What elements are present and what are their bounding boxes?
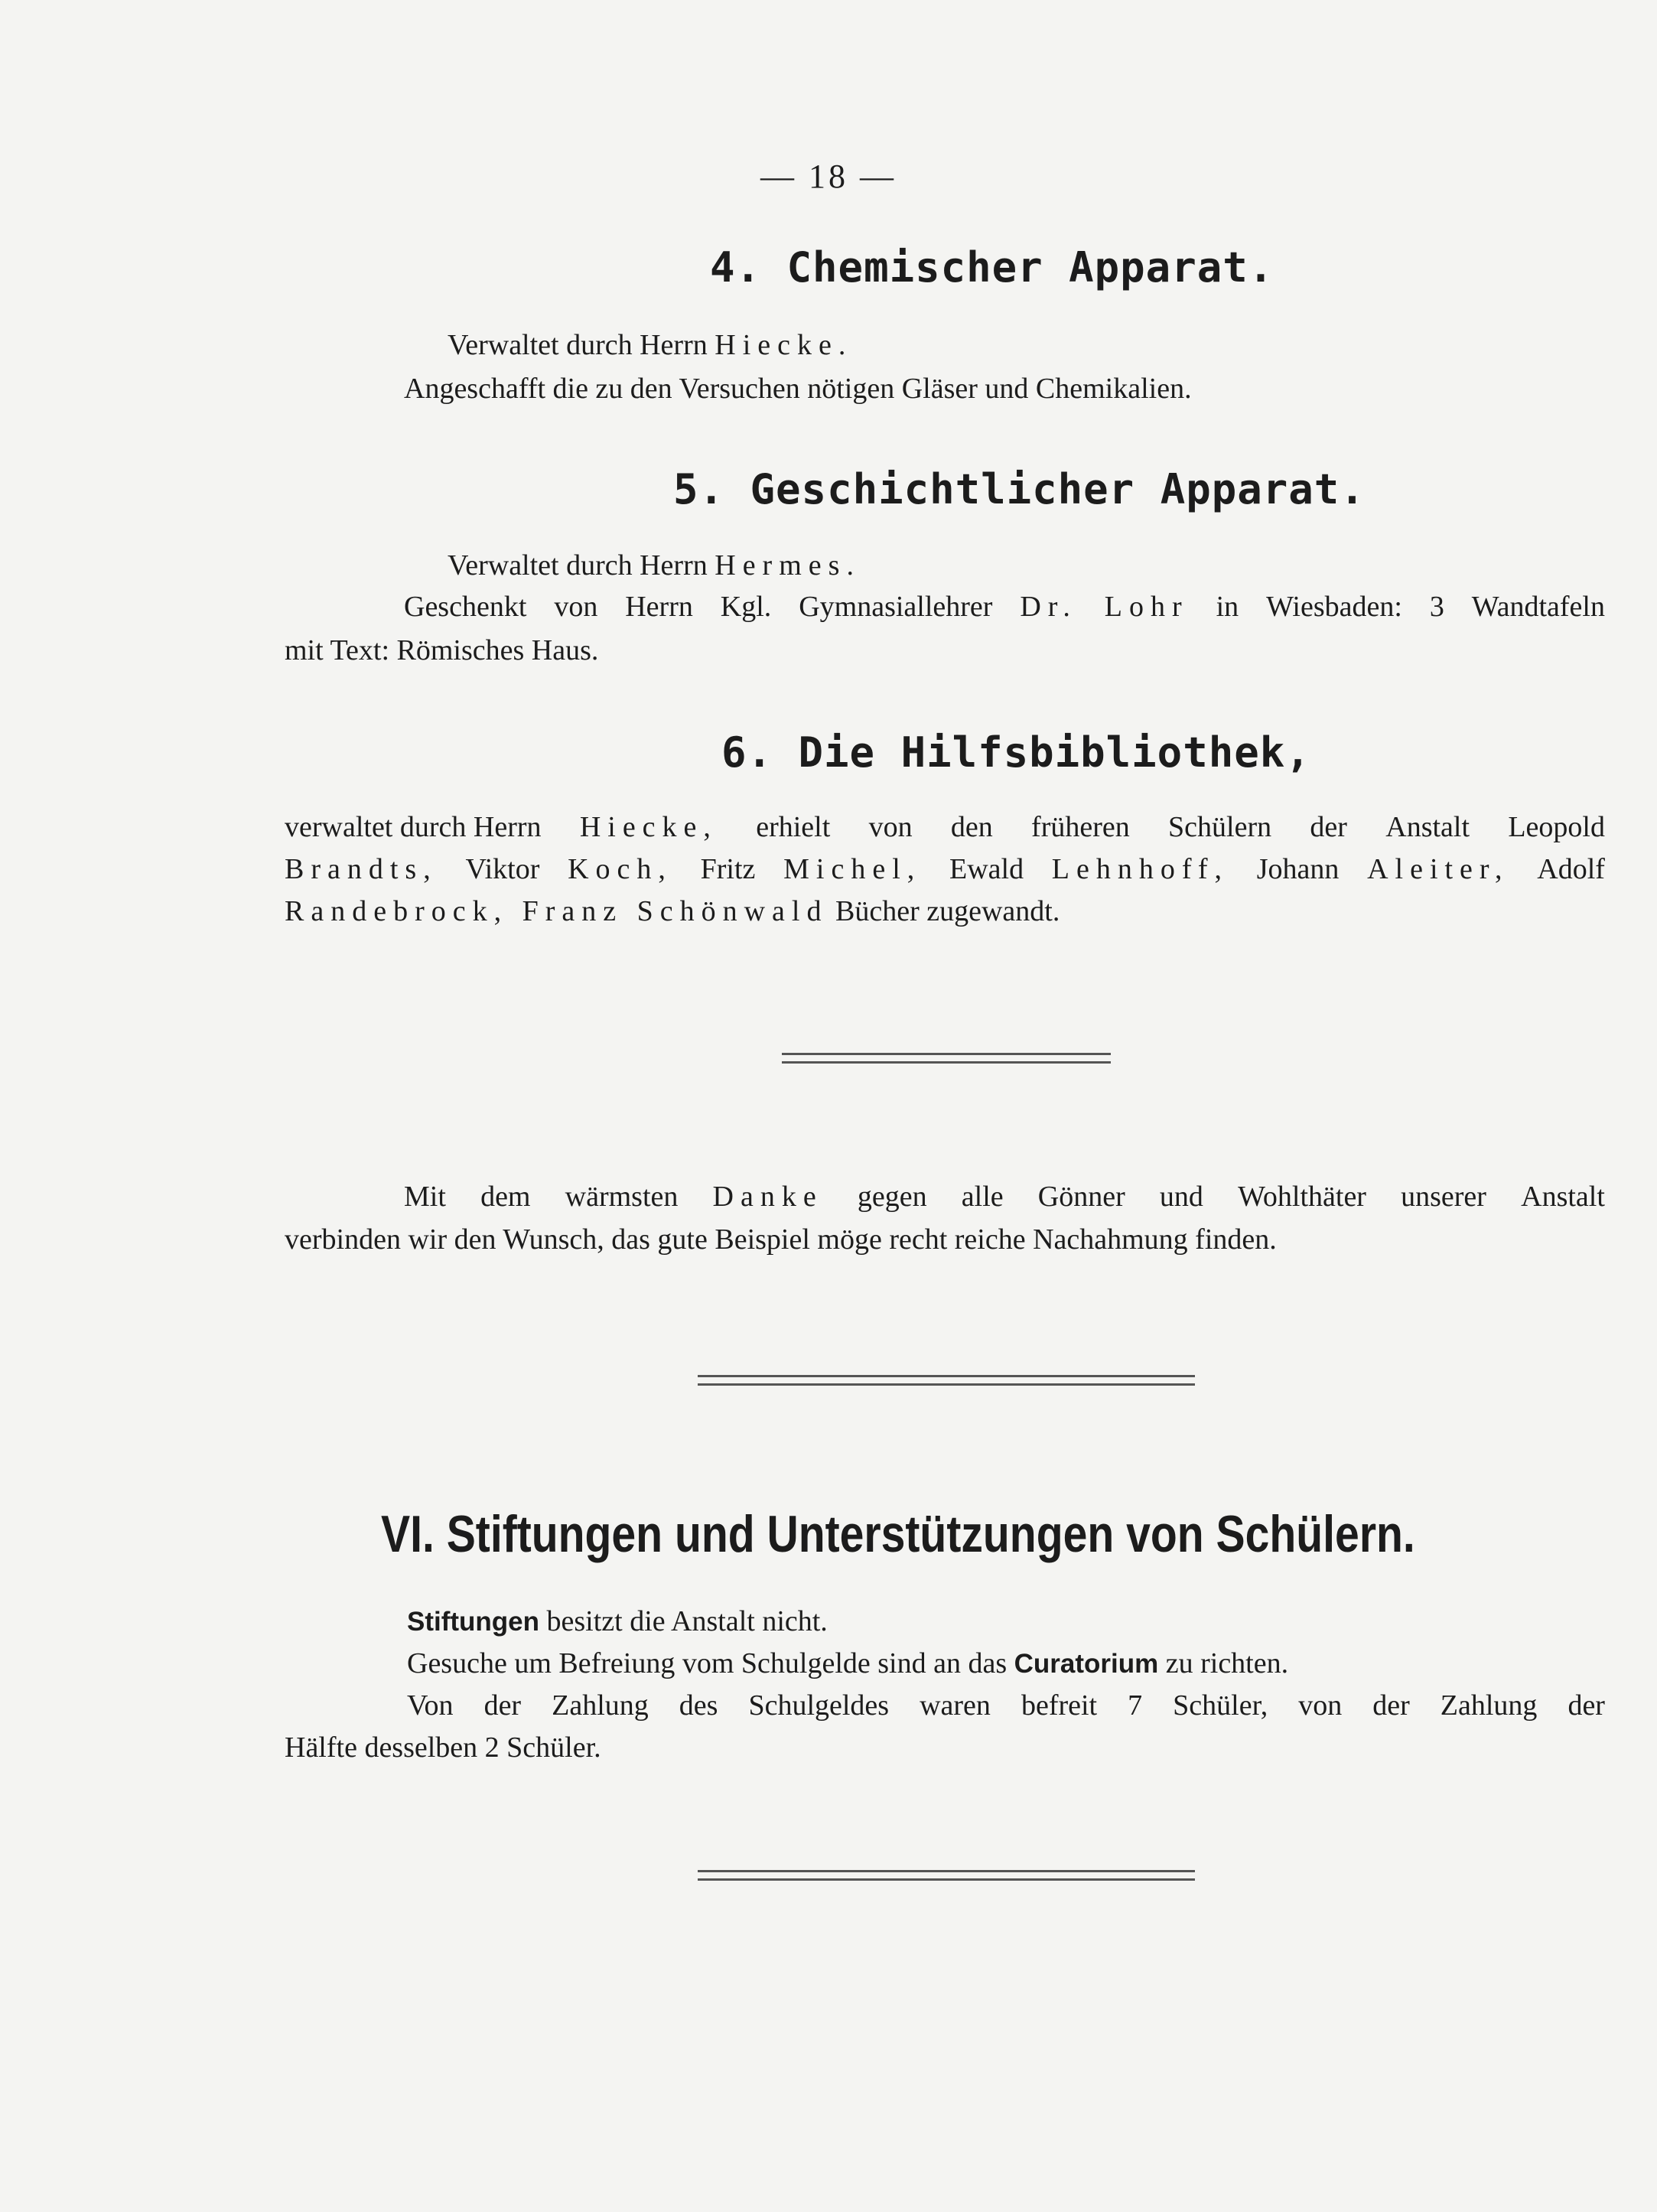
word: Kgl.	[720, 591, 772, 623]
section-5-gift-line	[404, 592, 1605, 621]
word: Gymnasiallehrer	[799, 591, 993, 623]
word: Herrn	[625, 591, 693, 623]
admin-suffix: .	[838, 329, 846, 361]
word: Johann	[1256, 853, 1340, 885]
word: Gönner	[1037, 1181, 1125, 1213]
word: Wandtafeln	[1471, 591, 1605, 623]
word: Adolf	[1537, 853, 1605, 885]
page-number: — 18 —	[760, 158, 897, 195]
line-end: Bücher zugewandt.	[828, 895, 1060, 927]
section-4-admin-line	[448, 331, 845, 360]
word: früheren	[1031, 811, 1130, 843]
word: waren	[920, 1689, 991, 1722]
admin-prefix: Verwaltet durch Herrn	[448, 329, 715, 361]
thanks-line-1	[404, 1182, 1605, 1211]
word: Danke	[712, 1181, 823, 1213]
word: Zahlung	[1440, 1689, 1538, 1722]
word: Koch,	[568, 853, 672, 885]
section-6-line-1	[285, 813, 1605, 842]
word: Schülern	[1168, 811, 1272, 843]
word: Von	[407, 1689, 454, 1722]
text: Gesuche um Befreiung vom Schulgelde sind an das	[407, 1647, 1014, 1679]
word: Geschenkt	[404, 591, 527, 623]
word: Michel,	[783, 853, 922, 885]
word: 3	[1429, 591, 1444, 623]
section-6-heading: 6. Die Hilfsbibliothek,	[721, 728, 1311, 777]
word: der	[1310, 811, 1347, 843]
word: den	[950, 811, 993, 843]
word: von	[868, 811, 913, 843]
word: Schüler,	[1173, 1689, 1268, 1722]
word: Brandts,	[285, 853, 438, 885]
word: der	[1567, 1689, 1605, 1722]
divider-rule	[698, 1375, 1195, 1386]
word: Anstalt	[1385, 811, 1470, 843]
divider-rule	[698, 1870, 1195, 1881]
word: wärmsten	[565, 1181, 679, 1213]
word: Schulgeldes	[748, 1689, 890, 1722]
admin-suffix: .	[846, 549, 854, 582]
word: alle	[961, 1181, 1004, 1213]
spaced-names: Randebrock, Franz Schönwald	[285, 895, 828, 927]
word: 7	[1128, 1689, 1143, 1722]
section-vi-para-3-line-2: Hälfte desselben 2 Schüler.	[285, 1731, 601, 1764]
section-5-admin-line	[448, 551, 854, 580]
word: Anstalt	[1521, 1181, 1605, 1213]
bold-term: Stiftungen	[407, 1607, 540, 1637]
section-4-purchase-line: Angeschafft die zu den Versuchen nötigen Gläser und Chemikalien.	[404, 373, 1192, 405]
admin-name: Hermes	[715, 549, 847, 582]
word: der	[483, 1689, 522, 1722]
word: Wohlthäter	[1238, 1181, 1366, 1213]
section-4-heading: 4. Chemischer Apparat.	[710, 243, 1274, 292]
word: Leopold	[1508, 811, 1605, 843]
section-6-line-3	[285, 897, 1060, 926]
bold-term: Curatorium	[1014, 1649, 1159, 1679]
section-6-line-2	[285, 855, 1605, 884]
word: Lohr	[1104, 591, 1189, 623]
word: und	[1159, 1181, 1203, 1213]
word: Dr.	[1020, 591, 1077, 623]
word: in	[1216, 591, 1239, 623]
word: dem	[480, 1181, 531, 1213]
word: Viktor	[465, 853, 540, 885]
word: Aleiter,	[1367, 853, 1509, 885]
section-vi-para-1	[407, 1607, 828, 1636]
word: Wiesbaden:	[1266, 591, 1402, 623]
section-5-gift-line-2: mit Text: Römisches Haus.	[285, 634, 599, 666]
word: Hiecke,	[579, 811, 718, 843]
admin-name: Hiecke	[715, 329, 838, 361]
word: verwaltet durch Herrn	[285, 811, 542, 843]
text: zu richten.	[1158, 1647, 1289, 1679]
admin-prefix: Verwaltet durch Herrn	[448, 549, 715, 582]
word: befreit	[1021, 1689, 1098, 1722]
word: unserer	[1401, 1181, 1486, 1213]
word: Fritz	[700, 853, 756, 885]
word: von	[554, 591, 598, 623]
divider-rule	[782, 1053, 1111, 1064]
word: der	[1372, 1689, 1410, 1722]
word: Mit	[404, 1181, 446, 1213]
word: Ewald	[949, 853, 1024, 885]
section-vi-para-2	[407, 1649, 1288, 1678]
thanks-line-2: verbinden wir den Wunsch, das gute Beispiel möge recht reiche Nachahmung finden.	[285, 1223, 1277, 1256]
section-vi-heading: VI. Stiftungen und Unterstützungen von Schülern.	[381, 1505, 1415, 1563]
word: gegen	[857, 1181, 927, 1213]
text: besitzt die Anstalt nicht.	[539, 1605, 828, 1637]
word: Lehnhoff,	[1051, 853, 1229, 885]
section-vi-para-3	[407, 1691, 1605, 1720]
section-5-heading: 5. Geschichtlicher Apparat.	[673, 465, 1366, 513]
word: Zahlung	[552, 1689, 649, 1722]
word: von	[1298, 1689, 1343, 1722]
word: erhielt	[756, 811, 831, 843]
word: des	[679, 1689, 718, 1722]
